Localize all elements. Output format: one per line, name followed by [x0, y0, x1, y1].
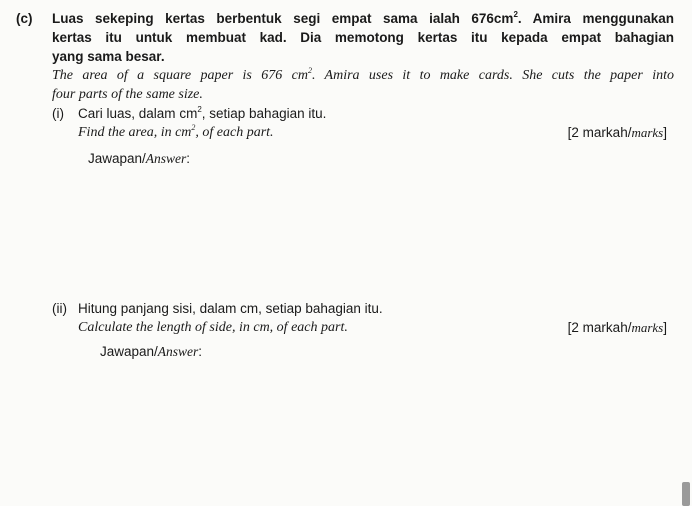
- malay-area-unit: cm: [493, 11, 514, 26]
- malay-line-1-pre: Luas sekeping kertas berbentuk segi empat sama ialah: [52, 11, 460, 26]
- english-area-value: 676: [261, 68, 283, 83]
- question-i-answer-malay: Jawapan/: [88, 151, 146, 166]
- question-ii-answer-english: Answer: [157, 344, 199, 359]
- question-i-marks: [568, 124, 667, 142]
- question-ii-malay: [52, 300, 383, 318]
- part-c-malay-line-1: [52, 10, 674, 28]
- question-ii-malay-text: Hitung panjang sisi, dalam cm, setiap bahagian itu.: [78, 301, 383, 316]
- question-ii-english: Calculate the length of side, in cm, of each part.: [78, 320, 348, 335]
- english-area-unit: cm: [291, 68, 308, 83]
- english-line-1-pre: The area of a square paper is: [52, 68, 252, 83]
- question-ii-marks-english: marks: [631, 320, 664, 335]
- question-i-answer-label: [88, 150, 190, 168]
- part-c-english-line-1: [52, 67, 674, 85]
- question-ii-marks-malay: [2 markah/: [567, 320, 632, 335]
- question-ii-answer-label: [100, 343, 202, 361]
- malay-area-value: 676: [471, 11, 494, 26]
- question-i-english-pre: Find the area, in: [78, 125, 172, 140]
- malay-line-1-post: . Amira menggunakan: [517, 11, 674, 26]
- question-i-english-post: , of each part.: [195, 125, 274, 140]
- question-ii-marks-close: ]: [663, 320, 667, 335]
- question-i-answer-english: Answer: [145, 151, 187, 166]
- part-c-label: (c): [16, 11, 33, 26]
- scrollbar-thumb[interactable]: [682, 482, 690, 506]
- part-c-english-line-2: four parts of the same size.: [52, 87, 203, 102]
- question-ii-marks: [568, 319, 667, 337]
- question-i-label: (i): [52, 106, 64, 121]
- english-area-exponent: 2: [307, 66, 312, 75]
- question-i-malay-post: , setiap bahagian itu.: [201, 106, 327, 121]
- malay-area-exponent: 2: [513, 10, 518, 19]
- question-ii-answer-colon: :: [198, 344, 203, 359]
- question-i-marks-malay: [2 markah/: [567, 125, 632, 140]
- part-c-malay-line-3: yang sama besar.: [52, 49, 165, 64]
- question-i-malay: [52, 105, 326, 123]
- question-i-marks-close: ]: [663, 125, 667, 140]
- question-i-unit: cm: [179, 106, 198, 121]
- question-i-english-unit: cm: [175, 125, 192, 140]
- question-ii-label: (ii): [52, 301, 67, 316]
- question-ii-answer-malay: Jawapan/: [100, 344, 158, 359]
- english-line-1-post: . Amira uses it to make cards. She cuts the paper into: [311, 68, 675, 83]
- question-i-malay-pre: Cari luas, dalam: [78, 106, 176, 121]
- question-i-english-exponent: 2: [191, 123, 196, 132]
- question-i-exponent: 2: [197, 105, 202, 114]
- question-i-english: [78, 124, 274, 142]
- question-i-marks-english: marks: [631, 125, 664, 140]
- question-i-answer-colon: :: [186, 151, 191, 166]
- part-c-malay-line-2: kertas itu untuk membuat kad. Dia memotong kertas itu kepada empat bahagian: [52, 30, 674, 45]
